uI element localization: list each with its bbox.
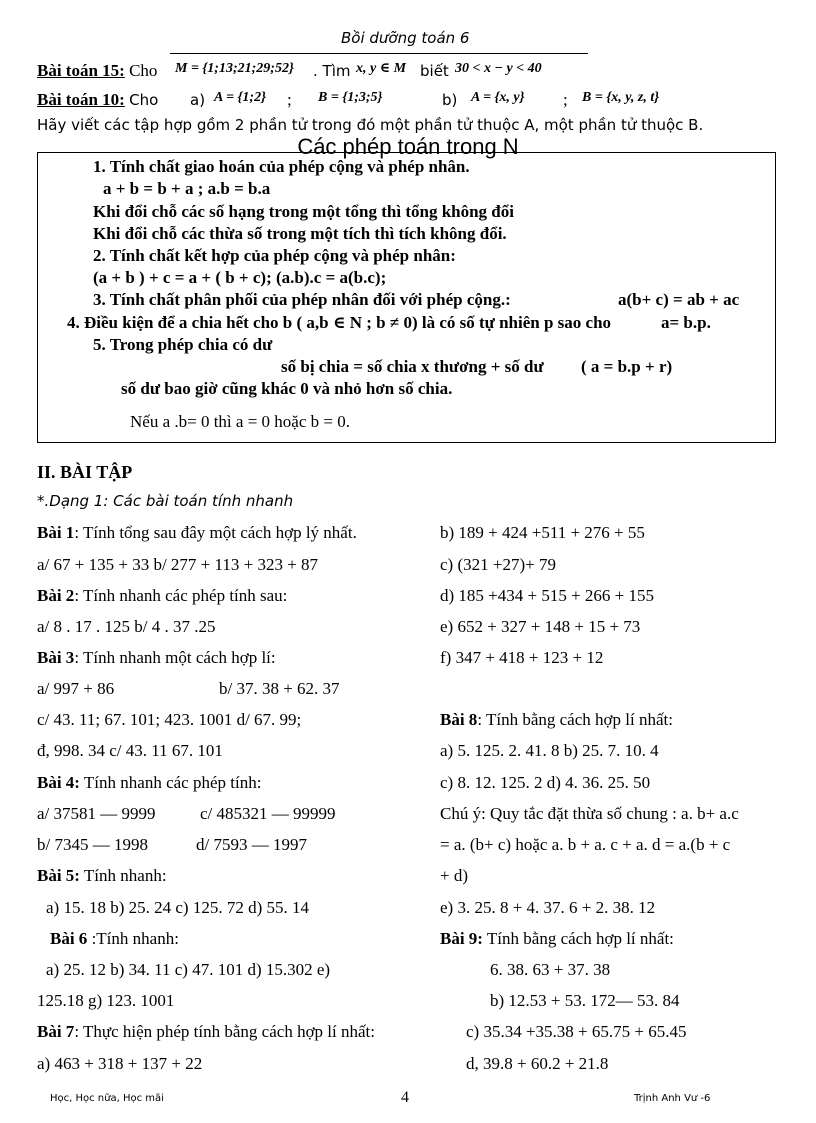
theory-line-7: 3. Tính chất phân phối của phép nhân đối với phép cộng.: — [93, 290, 511, 309]
exercise-5-heading — [37, 866, 167, 886]
exercise-1-label: Bài 1 — [37, 523, 75, 542]
theory-line-3: Khi đổi chỗ các số hạng trong một tổng thì tổng không đổi — [93, 202, 514, 221]
problem-10-semi-1: ; — [287, 90, 292, 109]
footer-motto: Học, Học nữa, Học mãi — [50, 1093, 164, 1104]
problem-10-set-B2: B = {x, y, z, t} — [582, 90, 660, 105]
problem-10-set-A2: A = {x, y} — [471, 90, 525, 105]
problem-10-a: a) — [190, 91, 206, 109]
theory-line-11: số dư bao giờ cũng khác 0 và nhỏ hơn số chia. — [121, 379, 453, 398]
exercise-6-items-2: 125.18 g) 123. 1001 — [37, 991, 175, 1010]
problem-10 — [37, 90, 158, 110]
exercise-3-item-d: đ, 998. 34 c/ 43. 11 67. 101 — [37, 741, 223, 760]
exercise-7-text: : Thực hiện phép tính bằng cách hợp lí nhất: — [74, 1022, 375, 1041]
problem-10-set-A1: A = {1;2} — [214, 90, 266, 105]
exercise-4-item-d: d/ 7593 — 1997 — [196, 835, 307, 854]
section-subtitle: *.Dạng 1: Các bài toán tính nhanh — [37, 492, 294, 510]
exercise-6-items-1: a) 25. 12 b) 34. 11 c) 47. 101 d) 15.302 e) — [46, 960, 331, 979]
theory-line-1: 1. Tính chất giao hoán của phép cộng và phép nhân. — [93, 157, 470, 176]
problem-15-xy: x, y ∈ M — [356, 61, 407, 76]
theory-line-8: 4. Điều kiện để a chia hết cho b ( a,b ∈ N ; b ≠ 0) là có số tự nhiên p sao cho — [67, 313, 612, 332]
theory-line-4: Khi đổi chỗ các thừa số trong một tích thì tích không đổi. — [93, 224, 507, 243]
exercise-3-heading — [37, 648, 276, 668]
header-rule — [170, 53, 588, 54]
exercise-1-heading — [37, 523, 357, 543]
exercise-6-heading — [50, 929, 179, 949]
theory-line-8-formula: a= b.p. — [661, 313, 711, 332]
exercise-8-item-e: e) 3. 25. 8 + 4. 37. 6 + 2. 38. 12 — [440, 898, 656, 917]
exercise-2-item-d: d) 185 +434 + 515 + 266 + 155 — [440, 586, 655, 605]
footer-author: Trịnh Anh Vư -6 — [634, 1093, 711, 1104]
problem-10-b: b) — [442, 91, 458, 109]
problem-15-biet: biết — [420, 62, 449, 80]
exercise-2-items: a/ 8 . 17 . 125 b/ 4 . 37 .25 — [37, 617, 216, 636]
problem-10-cho: Cho — [129, 91, 159, 109]
exercise-8-text: : Tính bằng cách hợp lí nhất: — [477, 710, 673, 729]
problem-10-semi-2: ; — [563, 90, 568, 109]
exercise-5-items: a) 15. 18 b) 25. 24 c) 125. 72 d) 55. 14 — [46, 898, 309, 917]
problem-15-set: M = {1;13;21;29;52} — [175, 61, 294, 76]
exercise-3-item-b: b/ 37. 38 + 62. 37 — [219, 679, 340, 698]
exercise-6-text: :Tính nhanh: — [87, 929, 179, 948]
exercise-9-item-d: d, 39.8 + 60.2 + 21.8 — [466, 1054, 609, 1073]
theory-box-title: Các phép toán trong N — [297, 134, 519, 159]
theory-line-10-formula: ( a = b.p + r) — [581, 357, 673, 376]
exercise-3-text: : Tính nhanh một cách hợp lí: — [74, 648, 276, 667]
exercise-2-heading — [37, 586, 287, 606]
problem-15-condition: 30 < x − y < 40 — [455, 61, 542, 76]
exercise-8-items-2: c) 8. 12. 125. 2 d) 4. 36. 25. 50 — [440, 773, 651, 792]
exercise-4-heading — [37, 773, 261, 793]
problem-15-label: Bài toán 15: — [37, 61, 125, 80]
exercise-9-item-b: b) 12.53 + 53. 172— 53. 84 — [490, 991, 680, 1010]
exercise-8-label: Bài 8 — [440, 710, 478, 729]
exercise-1-item-b: b) 189 + 424 +511 + 276 + 55 — [440, 523, 645, 542]
exercise-8-items-1: a) 5. 125. 2. 41. 8 b) 25. 7. 10. 4 — [440, 741, 659, 760]
exercise-9-item-c: c) 35.34 +35.38 + 65.75 + 65.45 — [466, 1022, 687, 1041]
exercise-8-heading — [440, 710, 673, 730]
theory-line-7-formula: a(b+ c) = ab + ac — [618, 290, 740, 309]
exercise-3-item-c: c/ 43. 11; 67. 101; 423. 1001 d/ 67. 99; — [37, 710, 302, 729]
exercise-2-item-e: e) 652 + 327 + 148 + 15 + 73 — [440, 617, 641, 636]
exercise-7-heading — [37, 1022, 375, 1042]
theory-line-12: Nếu a .b= 0 thì a = 0 hoặc b = 0. — [130, 412, 350, 431]
exercise-1-text: : Tính tổng sau đây một cách hợp lý nhất. — [74, 523, 357, 542]
problem-10-instruction: Hãy viết các tập hợp gồm 2 phần tử trong đó một phần tử thuộc A, một phần tử thuộc B. — [37, 116, 704, 134]
exercise-5-text: Tính nhanh: — [79, 866, 167, 885]
exercise-5-label: Bài 5: — [37, 866, 80, 885]
theory-line-6: (a + b ) + c = a + ( b + c); (a.b).c = a(b.c); — [93, 268, 387, 287]
exercise-6-label: Bài 6 — [50, 929, 88, 948]
problem-15-tim: . Tìm — [313, 62, 351, 80]
note-line-3: + d) — [440, 866, 468, 885]
exercise-3-label: Bài 3 — [37, 648, 75, 667]
exercise-4-item-b: b/ 7345 — 1998 — [37, 835, 148, 854]
exercise-1-item-c: c) (321 +27)+ 79 — [440, 555, 556, 574]
exercise-2-text: : Tính nhanh các phép tính sau: — [74, 586, 288, 605]
problem-15-cho: Cho — [129, 61, 158, 80]
exercise-4-text: Tính nhanh các phép tính: — [79, 773, 262, 792]
exercise-4-label: Bài 4: — [37, 773, 80, 792]
theory-line-10: số bị chia = số chia x thương + số dư — [281, 357, 544, 376]
problem-10-set-B1: B = {1;3;5} — [318, 90, 383, 105]
theory-line-9: 5. Trong phép chia có dư — [93, 335, 273, 354]
theory-line-2: a + b = b + a ; a.b = b.a — [103, 179, 271, 198]
exercise-4-item-a: a/ 37581 — 9999 — [37, 804, 156, 823]
problem-15 — [37, 61, 157, 81]
exercise-2-label: Bài 2 — [37, 586, 75, 605]
exercise-1-items: a/ 67 + 135 + 33 b/ 277 + 113 + 323 + 87 — [37, 555, 319, 574]
exercise-9-label: Bài 9: — [440, 929, 483, 948]
note-line-1: Chú ý: Quy tắc đặt thừa số chung : a. b+ a.c — [440, 804, 739, 823]
exercise-9-text: Tính bằng cách hợp lí nhất: — [482, 929, 674, 948]
page-number: 4 — [401, 1089, 409, 1106]
theory-line-5: 2. Tính chất kết hợp của phép cộng và phép nhân: — [93, 246, 456, 265]
exercise-9-heading — [440, 929, 674, 949]
exercise-7-item-a: a) 463 + 318 + 137 + 22 — [37, 1054, 203, 1073]
exercise-4-item-c: c/ 485321 — 99999 — [200, 804, 336, 823]
section-title: II. BÀI TẬP — [37, 462, 133, 482]
page-header-title: Bồi dưỡng toán 6 — [341, 29, 470, 47]
exercise-2-item-f: f) 347 + 418 + 123 + 12 — [440, 648, 604, 667]
problem-10-label: Bài toán 10: — [37, 90, 125, 109]
exercise-9-item-a: 6. 38. 63 + 37. 38 — [490, 960, 611, 979]
exercise-7-label: Bài 7 — [37, 1022, 75, 1041]
note-line-2: = a. (b+ c) hoặc a. b + a. c + a. d = a.(b + c — [440, 835, 731, 854]
exercise-3-item-a: a/ 997 + 86 — [37, 679, 115, 698]
